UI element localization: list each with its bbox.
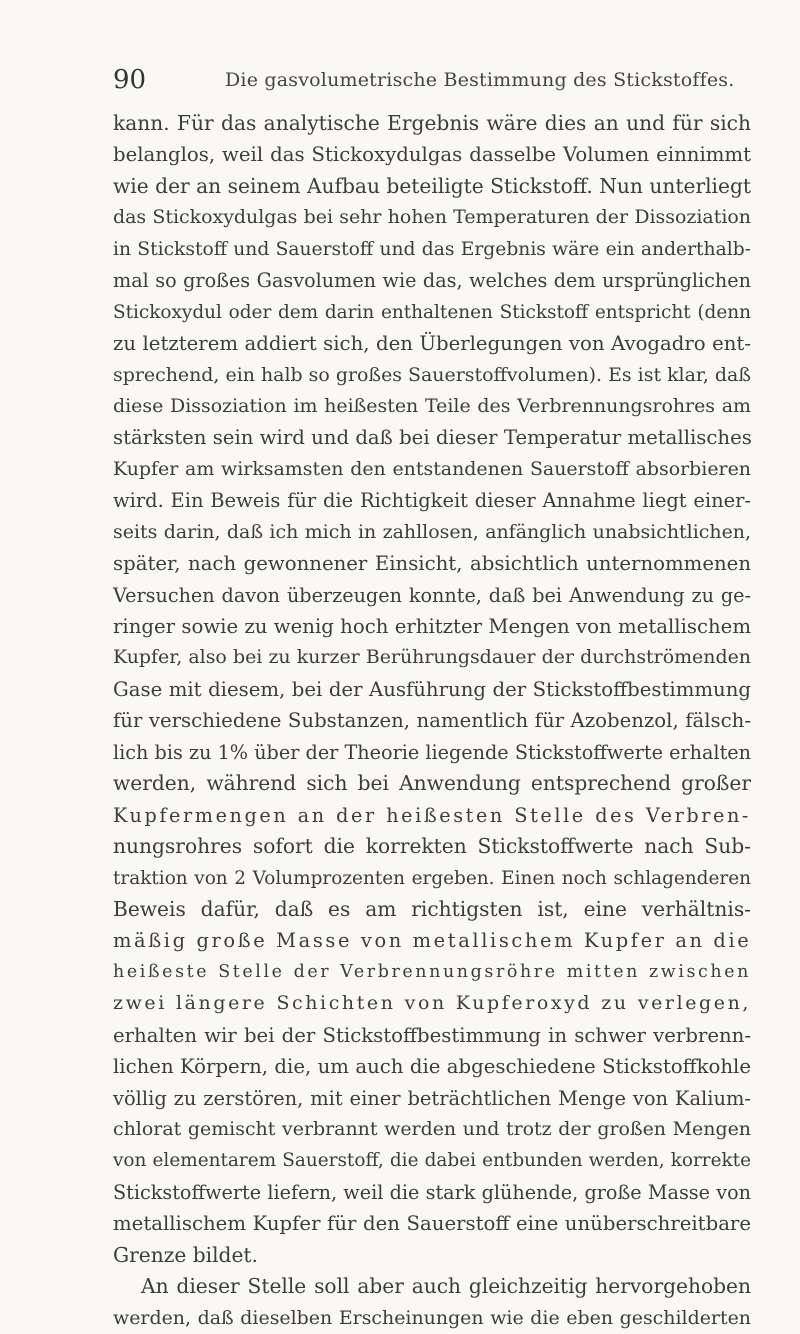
text-line: zwei längere Schichten von Kupferoxyd zu verlegen, (113, 992, 751, 1015)
text-line: werden, während sich bei Anwendung entsprechend großer (113, 771, 751, 796)
text-line: werden, daß dieselben Erscheinungen wie die eben geschilderten (113, 1306, 751, 1329)
text-line: metallischem Kupfer für den Sauerstoff eine unüberschreitbare (113, 1212, 751, 1236)
text-line: wie der an seinem Aufbau beteiligte Stickstoff. Nun unterliegt (113, 173, 751, 198)
text-line: heißeste Stelle der Verbrennungsröhre mitten zwischen (113, 961, 751, 982)
text-line: für verschiedene Substanzen, namentlich für Azobenzol, fälsch- (113, 709, 751, 733)
text-line: mäßig große Masse von metallischem Kupfer an die (113, 929, 752, 953)
text-line: Gase mit diesem, bei der Ausführung der Stickstoffbestimmung (113, 677, 751, 701)
text-line: von elementarem Sauerstoff, die dabei entbunden werden, korrekte (113, 1150, 751, 1172)
text-line: nungsrohres sofort die korrekten Stickstoffwerte nach Sub- (113, 834, 751, 859)
text-line: traktion von 2 Volumprozenten ergeben. Einen noch schlagenderen (113, 867, 751, 889)
text-line: chlorat gemischt verbrannt werden und trotz der großen Mengen (113, 1118, 751, 1140)
text-line: das Stickoxydulgas bei sehr hohen Temperaturen der Dissoziation (113, 206, 751, 229)
text-line: sprechend, ein halb so großes Sauerstoffvolumen). Es ist klar, daß (113, 363, 751, 386)
text-line: ringer sowie zu wenig hoch erhitzter Mengen von metallischem (113, 615, 751, 638)
text-line: Stickoxydul oder dem darin enthaltenen Stickstoff entspricht (denn (113, 301, 751, 323)
text-line: kann. Für das analytische Ergebnis wäre dies an und für sich (113, 111, 751, 135)
text-line: Kupfer am wirksamsten den entstandenen Sauerstoff absorbieren (113, 457, 751, 480)
text-line: stärksten sein wird und daß bei dieser Temperatur metallisches (113, 426, 752, 450)
page-header (113, 60, 753, 100)
text-line: lichen Körpern, die, um auch die abgeschiedene Stickstoffkohle (113, 1055, 751, 1079)
text-line: diese Dissoziation im heißesten Teile des Verbrennungsrohres am (113, 394, 751, 417)
text-line: seits darin, daß ich mich in zahllosen, anfänglich unabsichtlichen, (113, 520, 751, 543)
text-line: lich bis zu 1% über der Theorie liegende Stickstoffwerte erhalten (113, 740, 751, 764)
text-line: wird. Ein Beweis für die Richtigkeit dieser Annahme liegt einer- (113, 489, 751, 513)
text-line: Versuchen davon überzeugen konnte, daß bei Anwendung zu ge- (113, 583, 751, 607)
text-line: erhalten wir bei der Stickstoffbestimmung in schwer verbrenn- (113, 1023, 751, 1047)
page-number: 90 (113, 65, 147, 95)
text-line: Grenze bildet. (113, 1242, 258, 1267)
text-line: völlig zu zerstören, mit einer beträchtlichen Menge von Kalium- (113, 1086, 751, 1110)
text-line: Kupfer, also bei zu kurzer Berührungsdauer der durchströmenden (113, 646, 751, 669)
text-line: An dieser Stelle soll aber auch gleichzeitig hervorgehoben (141, 1274, 751, 1299)
text-line: belanglos, weil das Stickoxydulgas dasselbe Volumen einnimmt (113, 143, 751, 167)
text-line: Stickstoffwerte liefern, weil die stark glühende, große Masse von (113, 1180, 751, 1204)
text-line: zu letzterem addiert sich, den Überlegungen von Avogadro ent- (113, 332, 751, 356)
text-line: in Stickstoff und Sauerstoff und das Ergebnis wäre ein anderthalb- (113, 238, 751, 260)
text-line: Beweis dafür, daß es am richtigsten ist, eine verhältnis- (113, 896, 751, 921)
running-head: Die gasvolumetrische Bestimmung des Stickstoffes. (225, 69, 735, 91)
body-text (113, 108, 751, 1334)
text-line: mal so großes Gasvolumen wie das, welches dem ursprünglichen (113, 269, 751, 293)
text-line: später, nach gewonnener Einsicht, absichtlich unternommenen (113, 552, 751, 576)
text-line: Kupfermengen an der heißesten Stelle des Verbren- (113, 803, 751, 827)
